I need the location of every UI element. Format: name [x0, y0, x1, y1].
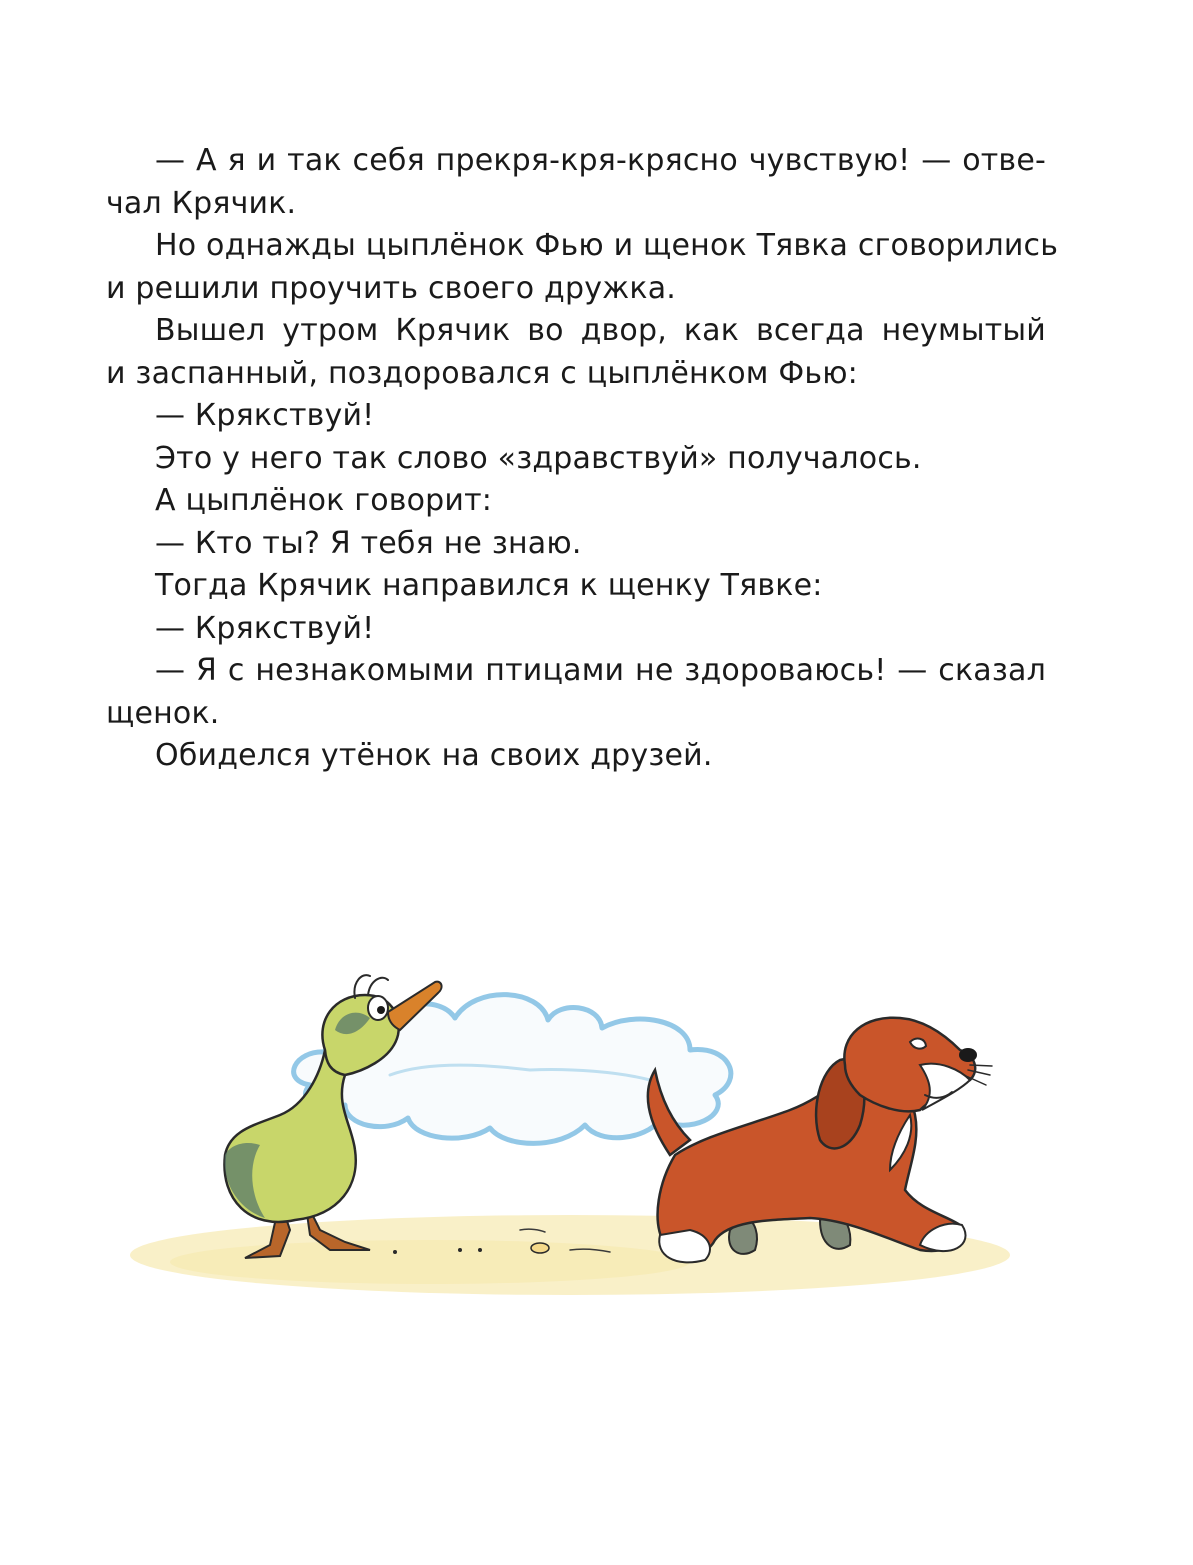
story-line: Но однажды цыплёнок Фью и щенок Тявка сговорились	[155, 228, 1059, 263]
story-line: Обиделся утёнок на своих друзей.	[155, 738, 713, 773]
story-line: — Крякствуй!	[155, 398, 375, 433]
story-line: А цыплёнок говорит:	[155, 483, 493, 518]
story-line: Тогда Крячик направился к щенку Тявке:	[155, 568, 823, 603]
story-line: — Я с незнакомыми птицами не здороваюсь! — сказал	[155, 653, 1046, 688]
story-text	[106, 140, 1059, 778]
story-line: щенок.	[106, 695, 220, 731]
ground-shadow	[170, 1240, 690, 1284]
story-line: Вышел утром Крячик во двор, как всегда неумытый	[155, 313, 1046, 348]
story-line: и заспанный, поздоровался с цыплёнком Фью:	[106, 355, 858, 391]
duck-and-puppy-illustration	[130, 900, 1010, 1300]
story-line: — Крякствуй!	[155, 610, 375, 646]
story-line: и решили проучить своего дружка.	[106, 270, 677, 306]
story-line: Это у него так слово «здравствуй» получалось.	[155, 440, 922, 476]
story-line: — Кто ты? Я тебя не знаю.	[155, 525, 582, 561]
story-line: — А я и так себя прекря-кря-крясно чувствую! — отве-	[155, 143, 1046, 178]
story-line: чал Крячик.	[106, 185, 297, 221]
